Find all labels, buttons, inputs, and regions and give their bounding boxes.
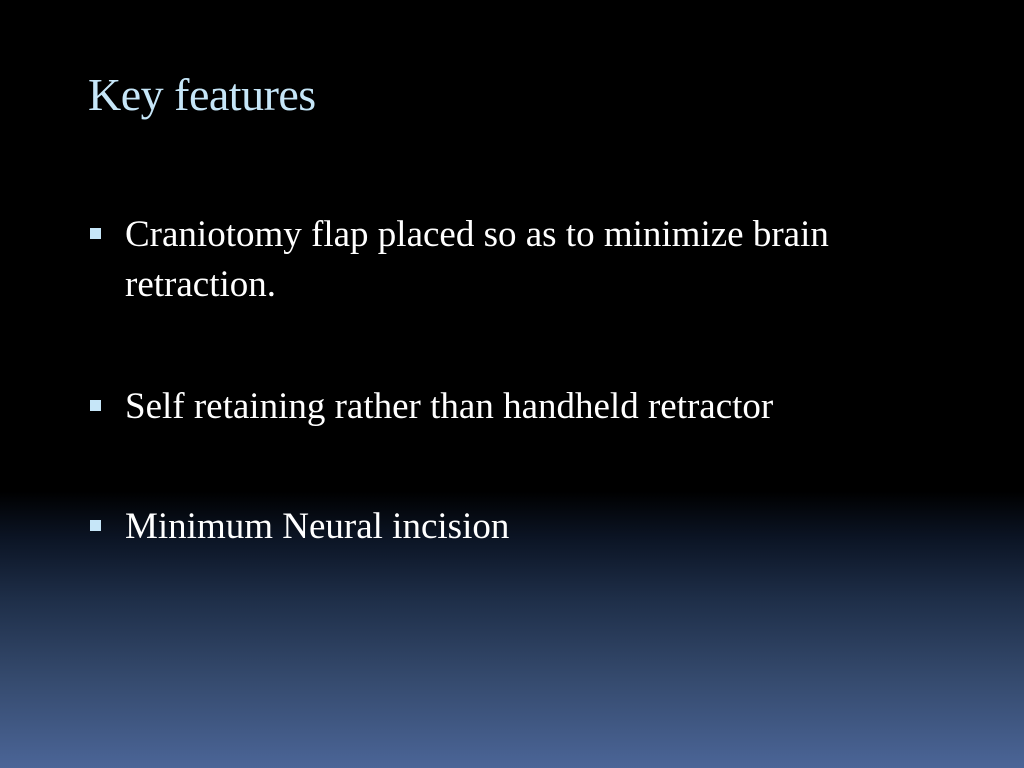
- bullet-list: [88, 210, 968, 552]
- bullet-text: Self retaining rather than handheld retractor: [125, 386, 774, 427]
- list-item: [88, 210, 968, 310]
- list-item: [88, 382, 968, 432]
- square-bullet-icon: [90, 400, 101, 411]
- square-bullet-icon: [90, 520, 101, 531]
- slide-title: Key features: [88, 69, 316, 120]
- bullet-text: Minimum Neural incision: [125, 506, 510, 547]
- list-item: [88, 502, 968, 552]
- square-bullet-icon: [90, 228, 101, 239]
- bullet-text: Craniotomy flap placed so as to minimize brain retraction.: [125, 214, 829, 305]
